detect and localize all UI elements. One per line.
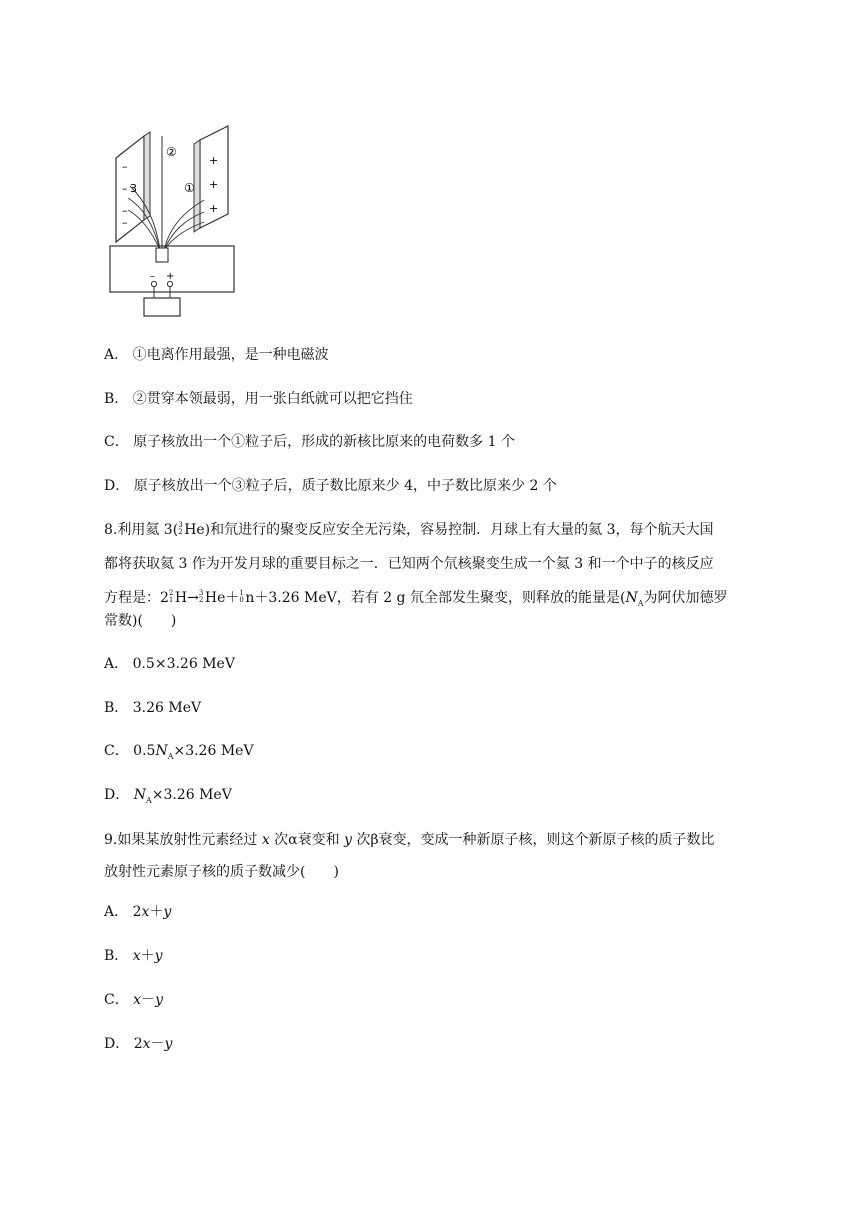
option-letter: B． [104, 391, 129, 407]
beam-2-label: ② [166, 145, 177, 159]
option-text: 原子核放出一个③粒子后，质子数比原来少 4，中子数比原来少 2 个 [133, 478, 557, 494]
q8-text: 都将获取氦 3 作为开发月球的重要目标之一．已知两个氘核聚变生成一个氦 3 和一个中子的核反应 [104, 556, 714, 572]
option-text: 原子核放出一个①粒子后，形成的新核比原来的电荷数多 1 个 [133, 434, 515, 450]
q8-text: n＋3.26 MeV，若有 2 g 氘全部发生聚变，则释放的能量是( [245, 590, 626, 606]
q8-option-b [104, 698, 201, 718]
q8-text: He＋ [204, 590, 240, 606]
left-sign-3: – [122, 204, 128, 217]
avogadro-subscript: A [637, 598, 644, 608]
positive-plate-edge [194, 140, 200, 232]
var-y: y [164, 1036, 173, 1052]
deuterium-notation [169, 590, 175, 604]
option-letter: D． [104, 1036, 130, 1052]
coefficient: 2 [133, 1036, 143, 1052]
negative-plate-edge [144, 132, 150, 220]
avogadro-symbol: N [625, 590, 638, 606]
atomic-number: 1 [168, 596, 174, 604]
battery-plus-label: + [166, 271, 175, 282]
q8-text: H→ [174, 590, 199, 606]
q8-stem-line-4 [104, 611, 176, 631]
battery [144, 298, 180, 316]
option-letter: A． [104, 347, 129, 363]
mass-number: 2 [168, 589, 174, 597]
var-x: x [261, 832, 270, 848]
q8-option-c [104, 741, 254, 767]
var-y: y [155, 992, 163, 1008]
q9-option-b [104, 946, 163, 966]
option-text-post: ×3.26 MeV [151, 787, 232, 803]
right-sign-2: + [209, 178, 219, 191]
option-text: ②贯穿本领最弱，用一张白纸就可以把它挡住 [132, 391, 413, 407]
q9-option-c [104, 990, 163, 1010]
left-sign-2: – [122, 182, 128, 195]
q8-stem-line-3 [104, 588, 727, 614]
right-sign-3: + [209, 202, 219, 215]
q9-text: 放射性元素原子核的质子数减少( ) [104, 864, 339, 880]
atomic-number: 0 [239, 596, 244, 604]
apparatus-diagram [108, 122, 238, 322]
option-letter: C． [104, 434, 129, 450]
var-x: x [142, 1036, 151, 1052]
left-sign-1: – [122, 160, 128, 173]
q8-text: He)和氘进行的聚变反应安全无污染，容易控制．月球上有大量的氦 3，每个航天大国 [184, 522, 714, 538]
option-letter: B． [104, 700, 129, 716]
terminal-positive [167, 281, 172, 286]
q7-option-b [104, 389, 413, 409]
coefficient: 2 [132, 904, 142, 920]
option-text: 3.26 MeV [132, 700, 202, 716]
q8-text: 常数)( ) [104, 613, 177, 629]
q8-stem-line-1 [104, 520, 714, 540]
beam-1-label: ① [184, 181, 195, 195]
operator: － [141, 992, 156, 1008]
helium-3-notation [178, 522, 184, 536]
beam-3-label: 3 [130, 182, 137, 195]
q8-option-d [104, 785, 232, 811]
option-letter: D． [104, 478, 130, 494]
option-letter: A． [104, 656, 129, 672]
avogadro-symbol: N [133, 787, 146, 803]
option-text-pre: 0.5 [133, 743, 156, 759]
q9-stem-line-2 [104, 862, 339, 882]
radioactive-source [156, 248, 168, 262]
battery-minus-label: – [150, 271, 155, 282]
var-x: x [141, 904, 150, 920]
mass-number: 3 [178, 521, 183, 529]
q8-text: 方程是：2 [104, 590, 169, 606]
var-x: x [132, 948, 141, 964]
var-x: x [133, 992, 142, 1008]
q7-option-c [104, 432, 515, 452]
left-sign-4: – [122, 216, 128, 229]
avogadro-symbol: N [155, 743, 168, 759]
q8-text: 为阿伏加德罗 [643, 590, 728, 606]
right-sign-1: + [209, 154, 219, 167]
operator: － [150, 1036, 165, 1052]
q7-option-d [104, 476, 557, 496]
avogadro-subscript: A [145, 795, 152, 805]
q8-stem-line-2 [104, 554, 714, 574]
operator: ＋ [140, 948, 155, 964]
option-letter: C． [104, 992, 129, 1008]
mass-number: 3 [198, 589, 204, 597]
q9-option-d [104, 1034, 172, 1054]
var-y: y [163, 904, 172, 920]
q9-option-a [104, 902, 171, 922]
option-letter: D． [104, 787, 130, 803]
mass-number: 1 [239, 589, 244, 597]
deflection-apparatus-figure [108, 122, 238, 322]
terminal-negative [151, 281, 156, 286]
var-y: y [154, 948, 163, 964]
q7-option-a [104, 345, 329, 365]
option-text: 0.5×3.26 MeV [132, 656, 235, 672]
helium-3-notation [199, 590, 205, 604]
option-text: ①电离作用最强，是一种电磁波 [132, 347, 329, 363]
q9-text: 次β衰变，变成一种新原子核，则这个新原子核的质子数比 [352, 832, 715, 848]
q8-text: 8.利用氦 3( [104, 522, 179, 538]
option-letter: C． [104, 743, 129, 759]
option-letter: B． [104, 948, 129, 964]
q9-stem-line-1 [104, 830, 715, 850]
q9-text: 9.如果某放射性元素经过 [104, 832, 262, 848]
q9-text: 次α衰变和 [269, 832, 345, 848]
option-text-post: ×3.26 MeV [173, 743, 254, 759]
operator: ＋ [149, 904, 164, 920]
neutron-notation [239, 590, 245, 604]
q8-option-a [104, 654, 235, 674]
var-y: y [344, 832, 352, 848]
atomic-number: 2 [198, 596, 204, 604]
avogadro-subscript: A [167, 751, 174, 761]
option-letter: A． [104, 904, 129, 920]
atomic-number: 2 [178, 528, 183, 536]
